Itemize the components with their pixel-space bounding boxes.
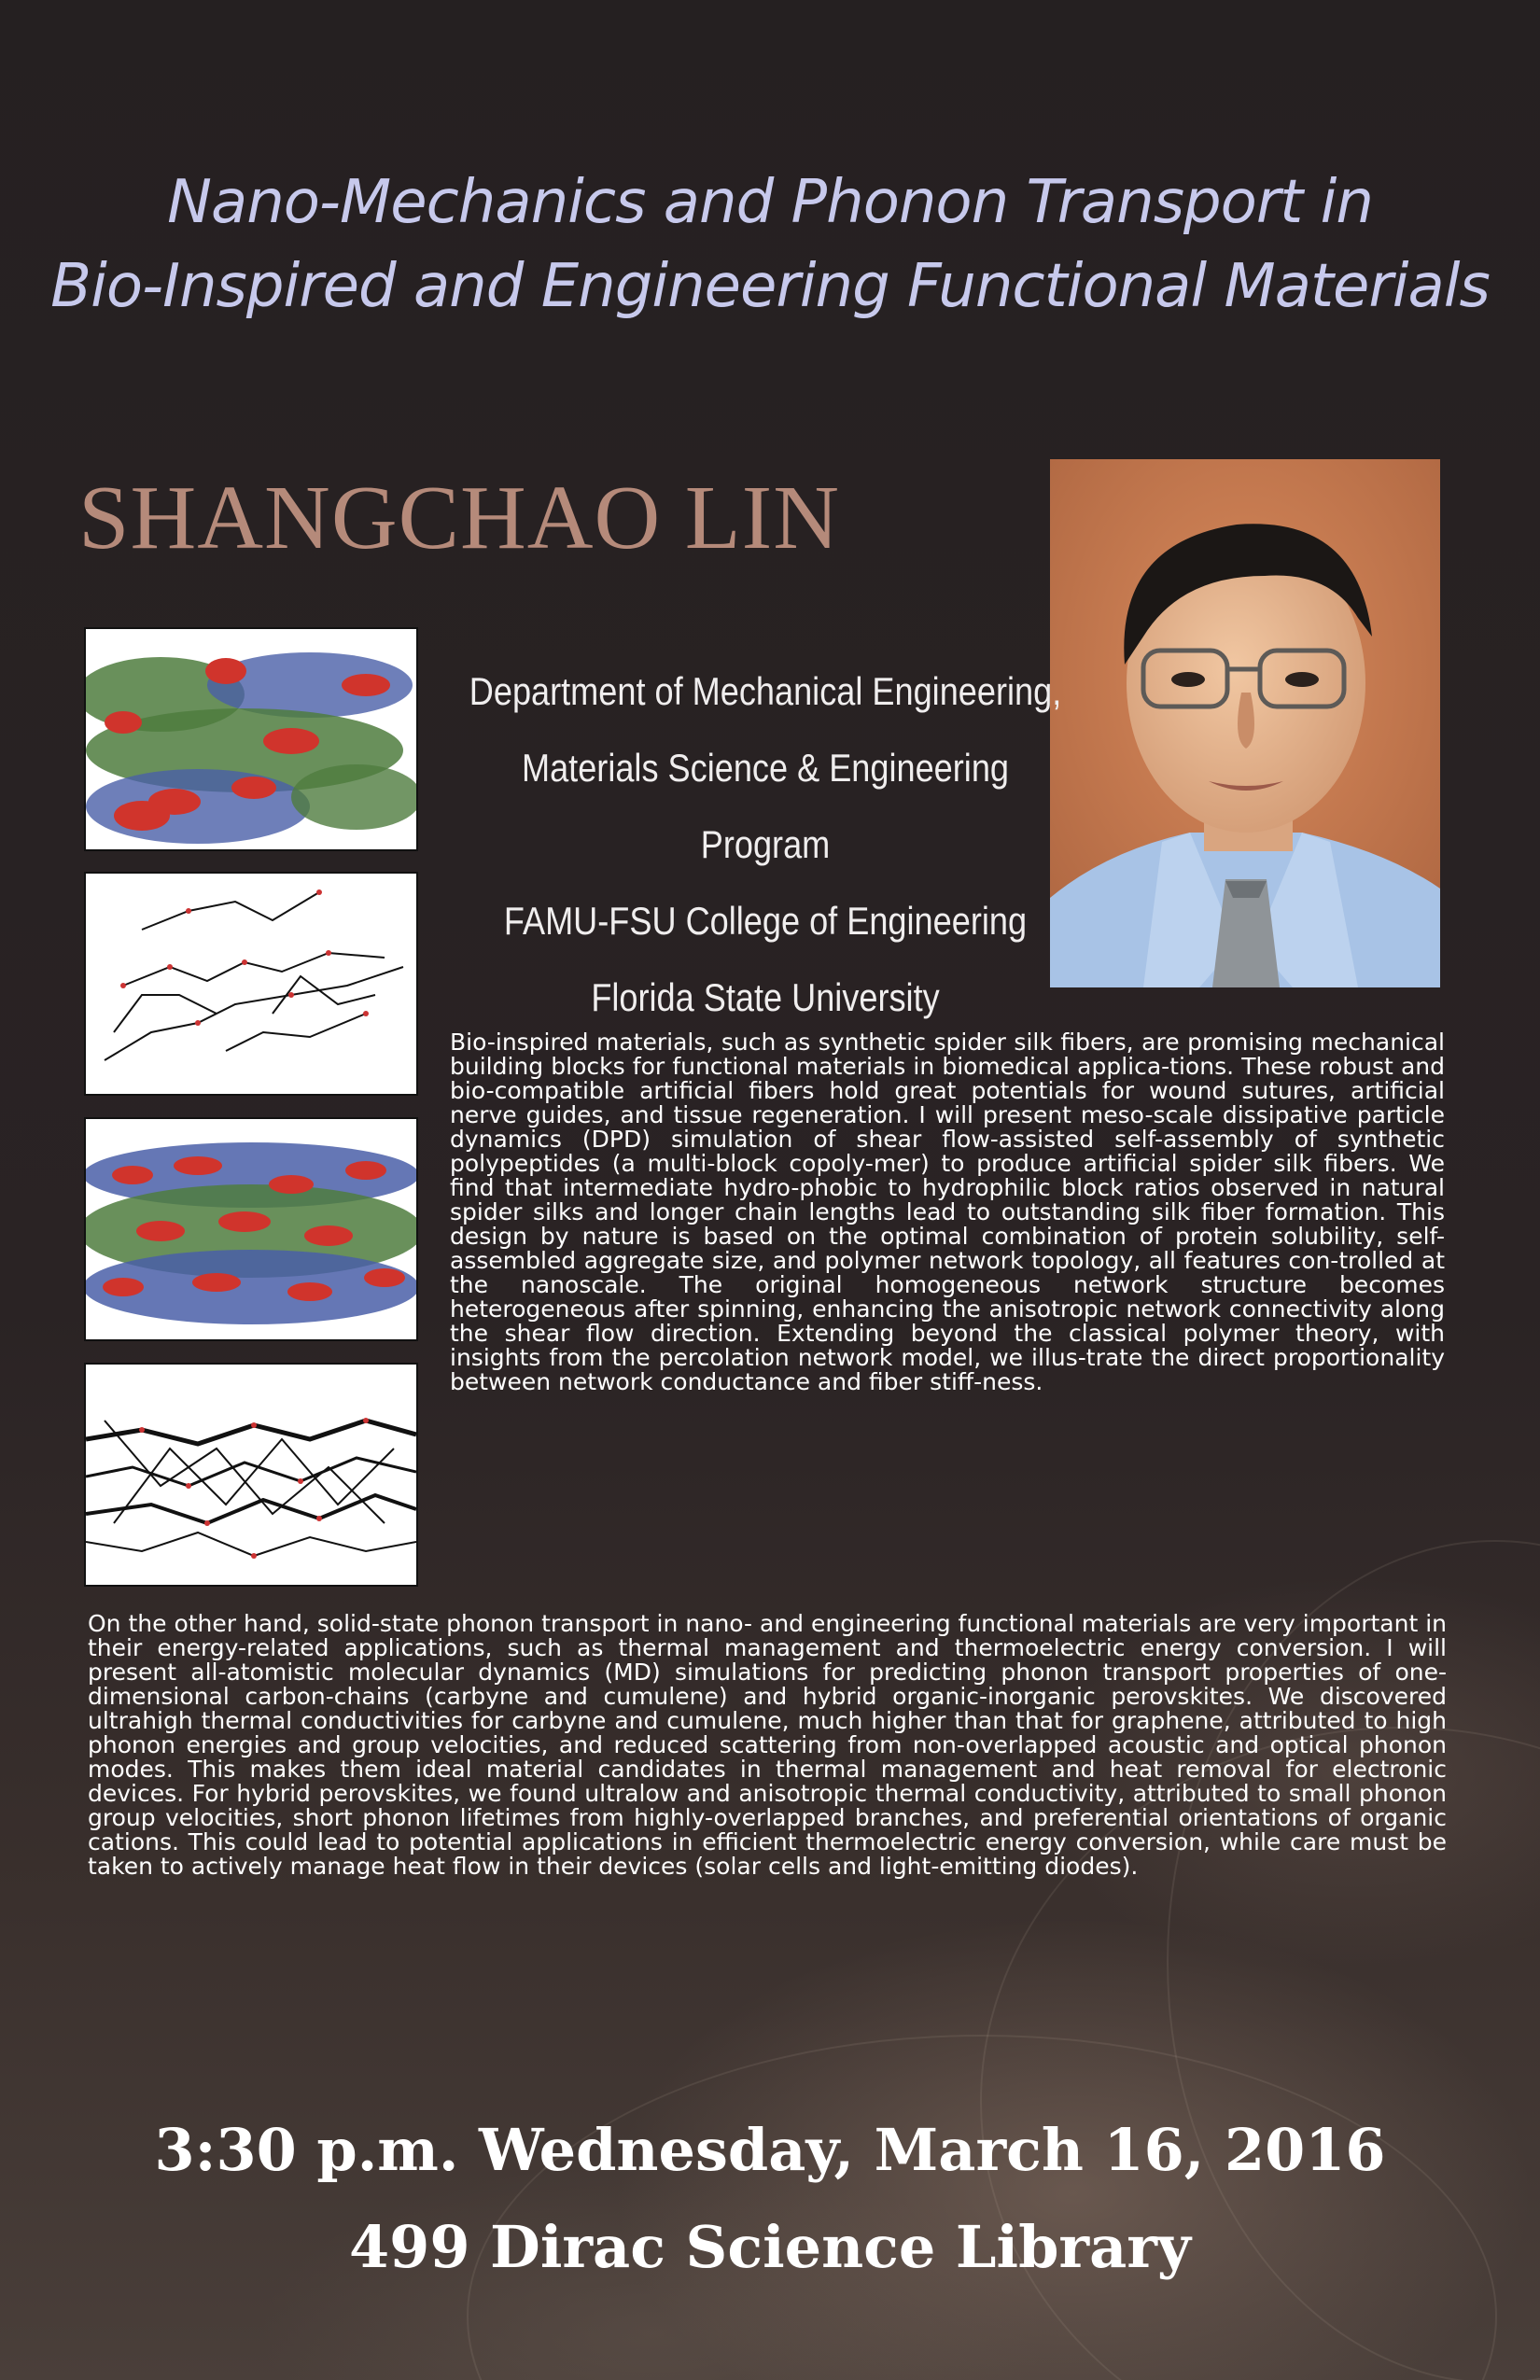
affiliation-block [460,653,1071,1036]
simulation-network-graphic [86,1365,416,1585]
abstract-paragraph-1: Bio-inspired materials, such as synthetic spider silk fibers, are promising mechanical building blocks for functional materials in biomedical applica-tions. These robust and bio-compatible artificial fibers hold great potentials for wound sutures, artificial nerve guides, and tissue regeneration. I will present meso-scale dissipative particle dynamics (DPD) simulation of shear flow-assisted self-assembly of synthetic polypeptides (a multi-block copoly-mer) to produce artificial spider silk fibers. We find that intermediate hydro-phobic to hydrophilic block ratios observed in natural spider silks and longer chain lengths lead to outstanding silk fiber formation. This design by nature is based on the optimal combination of protein solubility, self-assembled aggregate size, and polymer network topology, all features con-trolled at the nanoscale. The original homogeneous network structure becomes heterogeneous after spinning, enhancing the anisotropic network connectivity along the shear flow direction. Extending beyond the classical polymer theory, with insights from the percolation network model, we illus-trate the direct proportionality between network conductance and fiber stiff-ness. [450,1029,1445,1395]
speaker-name: SHANGCHAO LIN [78,468,841,568]
affiliation-line: Department of Mechanical Engineering, [469,669,1062,713]
affiliation-line: FAMU-FSU College of Engineering [503,899,1028,943]
affiliation-line: Materials Science & Engineering Program [521,746,1010,866]
simulation-image-network-1 [84,872,418,1096]
event-location: 499 Dirac Science Library [349,2213,1191,2281]
simulation-image-aggregates-1 [84,627,418,851]
simulation-image-aggregates-2 [84,1117,418,1341]
talk-title [0,161,1540,329]
simulation-aggregate-graphic [86,629,416,849]
speaker-portrait-image [1050,459,1440,987]
simulation-network-graphic [86,874,416,1094]
affiliation-line: Florida State University [591,975,940,1019]
simulation-aggregate-graphic [86,1119,416,1339]
event-time: 3:30 p.m. Wednesday, March 16, 2016 [154,2116,1386,2184]
talk-title-line-1: Nano-Mechanics and Phonon Transport in [167,168,1373,237]
event-details [0,2102,1540,2296]
abstract-paragraph-2: On the other hand, solid-state phonon transport in nano- and engineering functional materials are very important in their energy-related applications, such as thermal management and thermoelectric energy conversion. I will present all-atomistic molecular dynamics (MD) simulations for predicting phonon transport properties of one-dimensional carbon-chains (carbyne and cumulene) and hybrid organic-inorganic perovskites. We discovered ultrahigh thermal conductivities for carbyne and cumulene, much higher than that for graphene, attributed to high phonon energies and group velocities, and reduced scattering from non-overlapped acoustic and optical phonon modes. This makes them ideal material candidates in thermal management and heat removal for electronic devices. For hybrid perovskites, we found ultralow and anisotropic thermal conductivity, attributed to small phonon group velocities, short phonon lifetimes from highly-overlapped branches, and preferential orientations of organic cations. This could lead to potential applications in efficient thermoelectric energy conversion, while care must be taken to actively manage heat flow in their devices (solar cells and light-emitting diodes). [88,1610,1448,1880]
simulation-image-network-2 [84,1363,418,1587]
talk-title-line-2: Bio-Inspired and Engineering Functional Materials [50,252,1490,321]
speaker-photo [1050,459,1440,987]
